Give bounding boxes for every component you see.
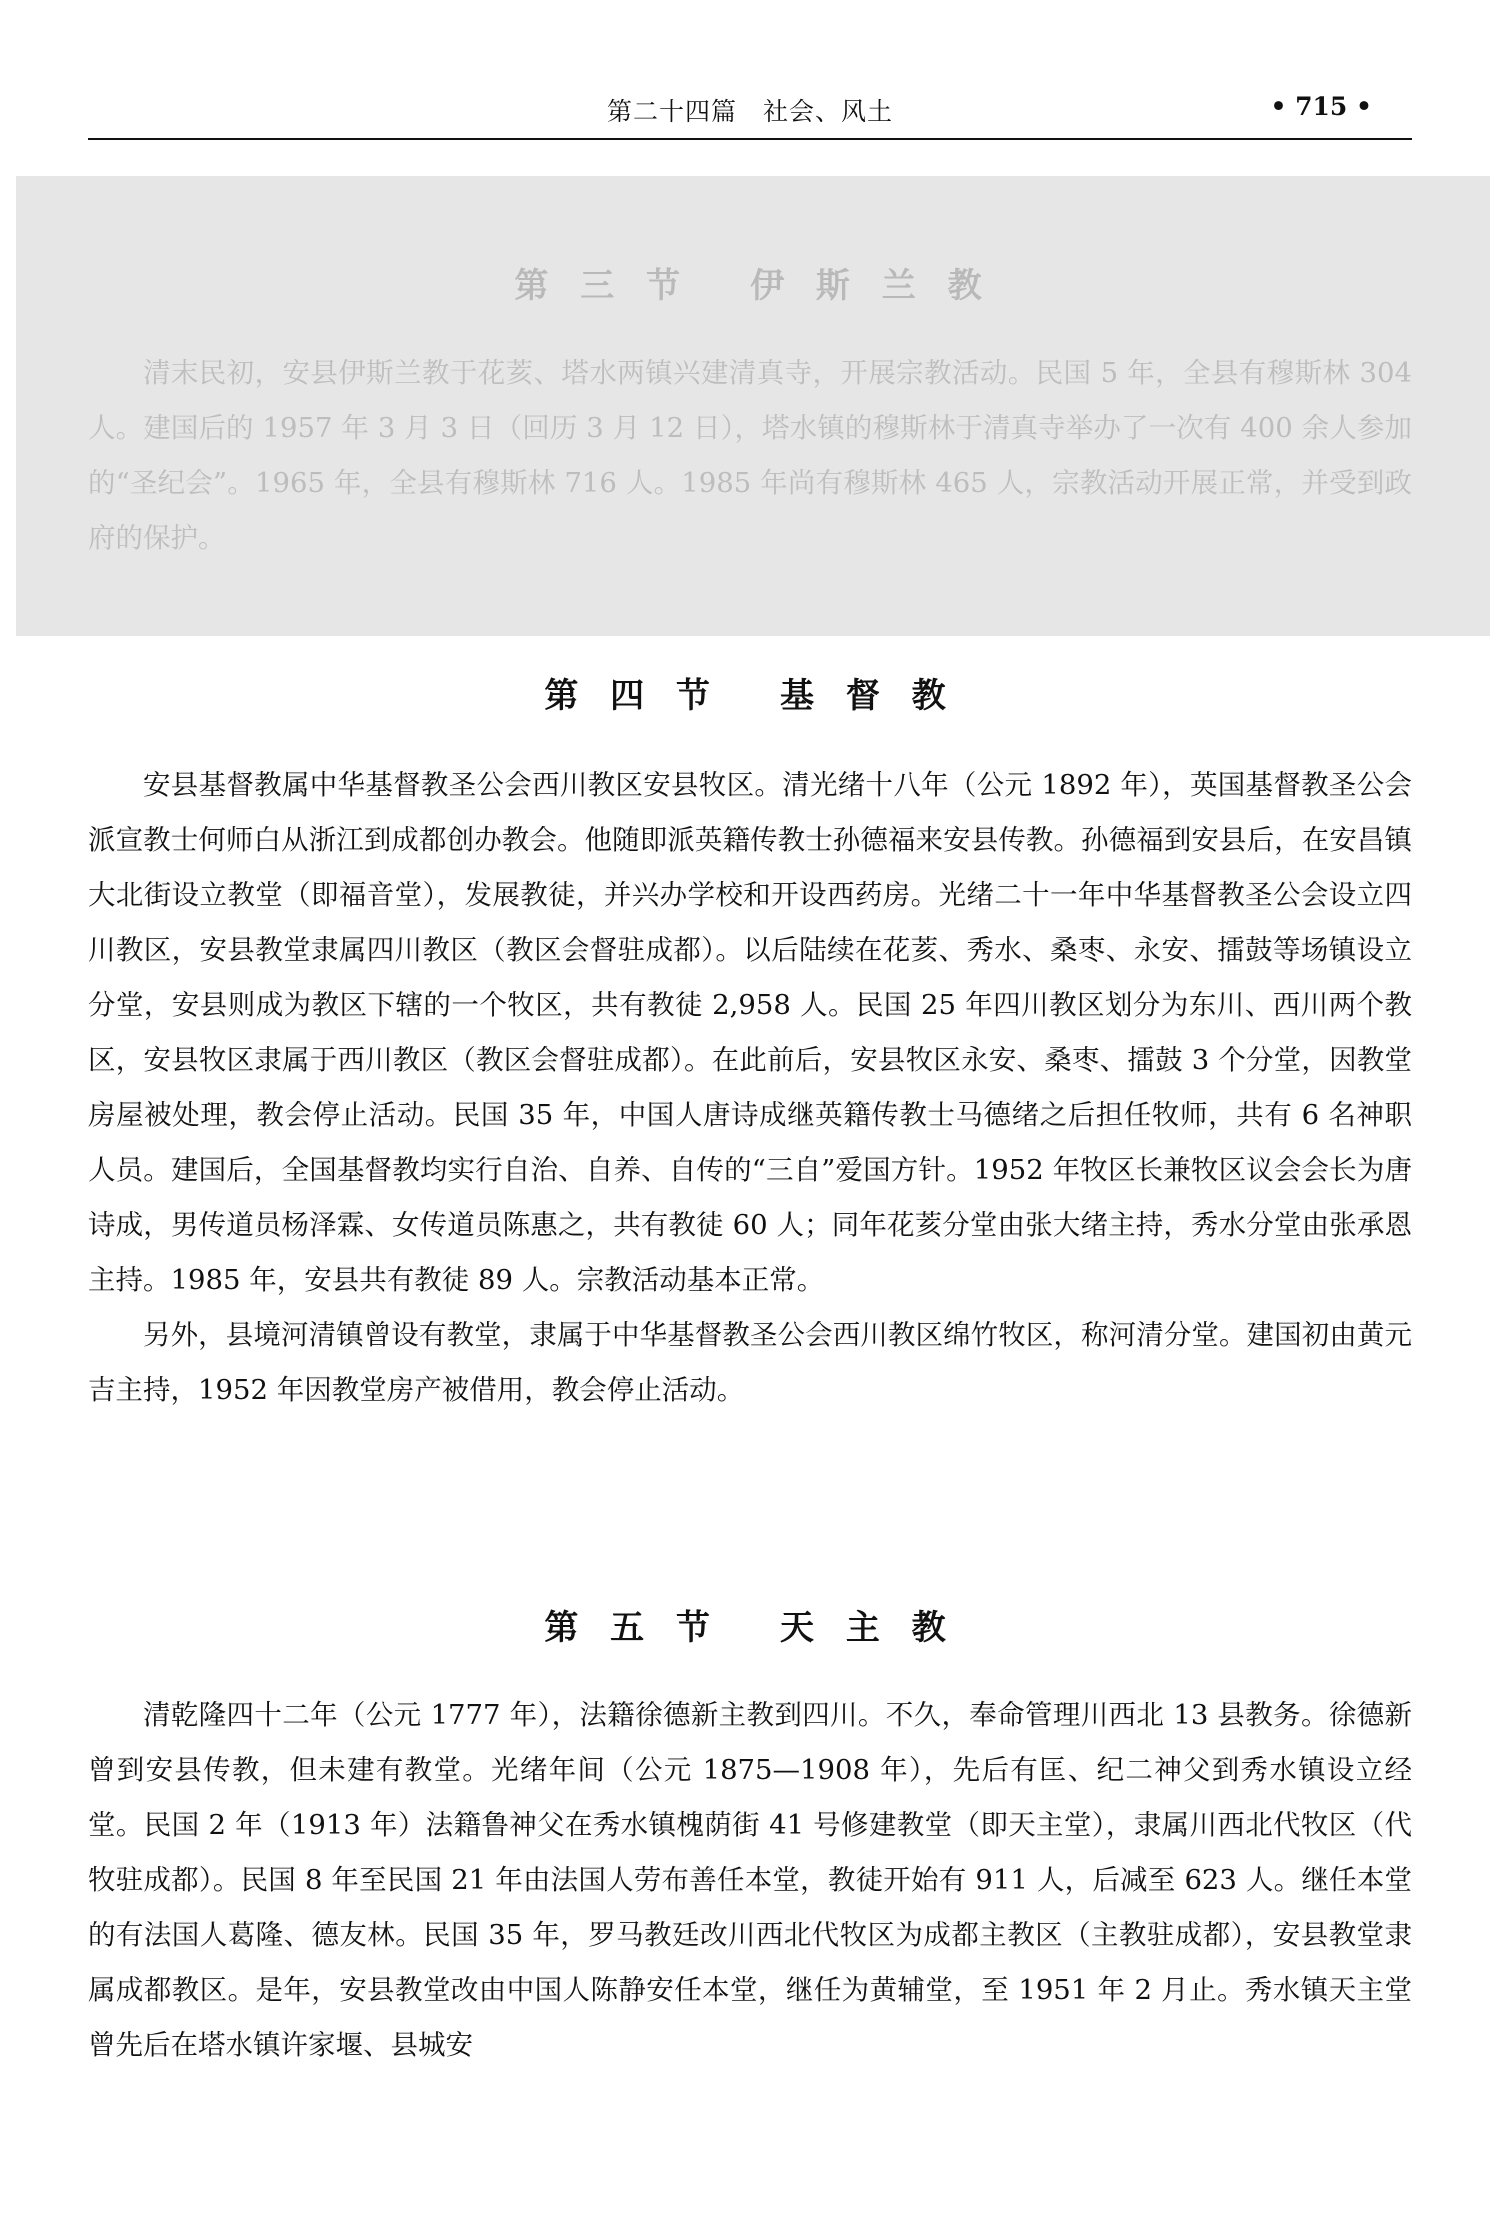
section-3-body bbox=[88, 346, 1412, 566]
paragraph: 清末民初，安县伊斯兰教于花荄、塔水两镇兴建清真寺，开展宗教活动。民国 5 年，全县有穆斯林 304 人。建国后的 1957 年 3 月 3 日（回历 3 月 12 日），塔水镇的穆斯林于清真寺举办了一次有 400 余人参加的“圣纪会”。1965 年，全县有穆斯林 716 人。1985 年尚有穆斯林 465 人，宗教活动开展正常，并受到政府的保护。 bbox=[88, 357, 1412, 554]
section-4-number: 第 四 节 bbox=[544, 676, 720, 716]
section-5-number: 第 五 节 bbox=[544, 1608, 720, 1648]
paragraph: 安县基督教属中华基督教圣公会西川教区安县牧区。清光绪十八年（公元 1892 年），英国基督教圣公会派宣教士何师白从浙江到成都创办教会。他随即派英籍传教士孙德福来安县传教。孙德福到安县后，在安昌镇大北街设立教堂（即福音堂），发展教徒，并兴办学校和开设西药房。光绪二十一年中华基督教圣公会设立四川教区，安县教堂隶属四川教区（教区会督驻成都）。以后陆续在花荄、秀水、桑枣、永安、擂鼓等场镇设立分堂，安县则成为教区下辖的一个牧区，共有教徒 2,958 人。民国 25 年四川教区划分为东川、西川两个教区，安县牧区隶属于西川教区（教区会督驻成都）。在此前后，安县牧区永安、桑枣、擂鼓 3 个分堂，因教堂房屋被处理，教会停止活动。民国 35 年，中国人唐诗成继英籍传教士马德绪之后担任牧师，共有 6 名神职人员。建国后，全国基督教均实行自治、自养、自传的“三自”爱国方针。1952 年牧区长兼牧区议会会长为唐诗成，男传道员杨泽霖、女传道员陈惠之，共有教徒 60 人；同年花荄分堂由张大绪主持，秀水分堂由张承恩主持。1985 年，安县共有教徒 89 人。宗教活动基本正常。 bbox=[88, 769, 1412, 1296]
running-header-title: 第二十四篇 社会、风土 bbox=[606, 97, 893, 126]
page-header bbox=[88, 88, 1412, 138]
section-3-name: 伊 斯 兰 教 bbox=[750, 266, 992, 306]
paragraph: 清乾隆四十二年（公元 1777 年），法籍徐德新主教到四川。不久，奉命管理川西北 13 县教务。徐德新曾到安县传教，但未建有教堂。光绪年间（公元 1875—1908 年），先后有匡、纪二神父到秀水镇设立经堂。民国 2 年（1913 年）法籍鲁神父在秀水镇槐荫街 41 号修建教堂（即天主堂），隶属川西北代牧区（代牧驻成都）。民国 8 年至民国 21 年由法国人劳布善任本堂，教徒开始有 911 人，后减至 623 人。继任本堂的有法国人葛隆、德友林。民国 35 年，罗马教廷改川西北代牧区为成都主教区（主教驻成都），安县教堂隶属成都教区。是年，安县教堂改由中国人陈静安任本堂，继任为黄辅堂，至 1951 年 2 月止。秀水镇天主堂曾先后在塔水镇许家堰、县城安 bbox=[88, 1699, 1412, 2061]
section-4-name: 基 督 教 bbox=[780, 676, 956, 716]
header-rule bbox=[88, 138, 1412, 140]
section-4-body bbox=[88, 758, 1412, 1418]
section-5-body bbox=[88, 1688, 1412, 2073]
page-number: • 715 • bbox=[1270, 92, 1372, 121]
section-5-name: 天 主 教 bbox=[780, 1608, 956, 1648]
section-3-title bbox=[16, 258, 1490, 307]
paragraph: 另外，县境河清镇曾设有教堂，隶属于中华基督教圣公会西川教区绵竹牧区，称河清分堂。建国初由黄元吉主持，1952 年因教堂房产被借用，教会停止活动。 bbox=[88, 1319, 1412, 1406]
section-4-title bbox=[0, 668, 1500, 717]
section-3-number: 第 三 节 bbox=[514, 266, 691, 306]
section-5-title bbox=[0, 1600, 1500, 1649]
section-3-shaded-box bbox=[16, 176, 1490, 636]
